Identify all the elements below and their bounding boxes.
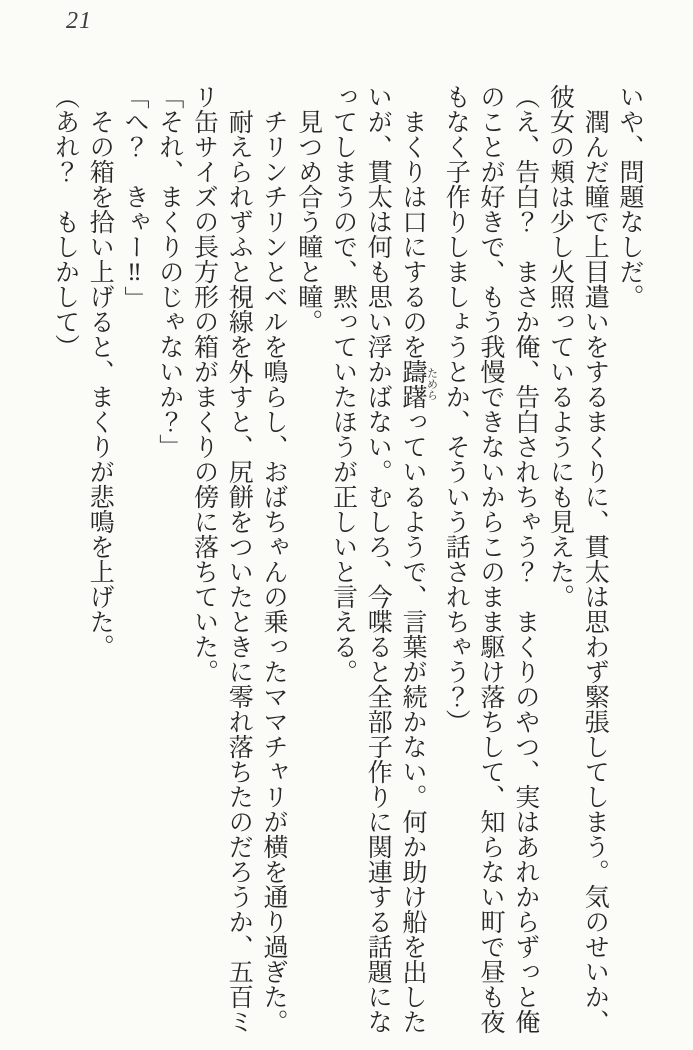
paragraph: 「へ？ きゃー‼」 [121, 84, 148, 311]
paragraph: 「それ、まくりのじゃないか？」 [155, 84, 183, 459]
paragraph: その箱を拾い上げると、まくりが悲鳴を上げた。 [86, 109, 114, 659]
paragraph: 潤んだ瞳で上目遣いをするまくりに、貫太は思わず緊張してしまう。気のせいか、彼女の頬は少し火照っているようにも見えた。 [546, 84, 609, 1034]
page-number: 21 [66, 8, 92, 34]
paragraph: まくりは口にするのを躊躇 ためらっているようで、言葉が続かない。何か助け船を出したいが、貫太は何も思い浮かばない。むしろ、今喋ると全部子作りに関連する話題になってしまうので、黙っていたほうが正しいと言える。 [329, 84, 438, 1034]
paragraph: 耐えられずふと視線を外すと、尻餅をついたときに零れ落ちたのだろうか、五百ミリ缶サイズの長方形の箱がまくりの傍に落ちていた。 [190, 84, 253, 1034]
paragraph: チリンチリンとベルを鳴らし、おばちゃんの乗ったママチャリが横を通り過ぎた。 [260, 109, 287, 1034]
paragraph: （あれ？ もしかして） [51, 84, 79, 359]
text-area [47, 84, 646, 1036]
paragraph: （え、告白？ まさか俺、告白されちゃう？ まくりのやつ、実はあれからずっと俺のことが好きで、もう我慢できないからこのまま駆け落ちして、知らない町で昼も夜もなく子作りしましょうとか、そういう話されちゃう？） [442, 84, 539, 1034]
furigana-word: 躊躇 ためら [399, 359, 438, 409]
paragraph: いや、問題なしだ。 [616, 84, 643, 309]
furigana-reading: ためら [425, 359, 438, 409]
paragraph: 見つめ合う瞳と瞳。 [294, 109, 322, 334]
